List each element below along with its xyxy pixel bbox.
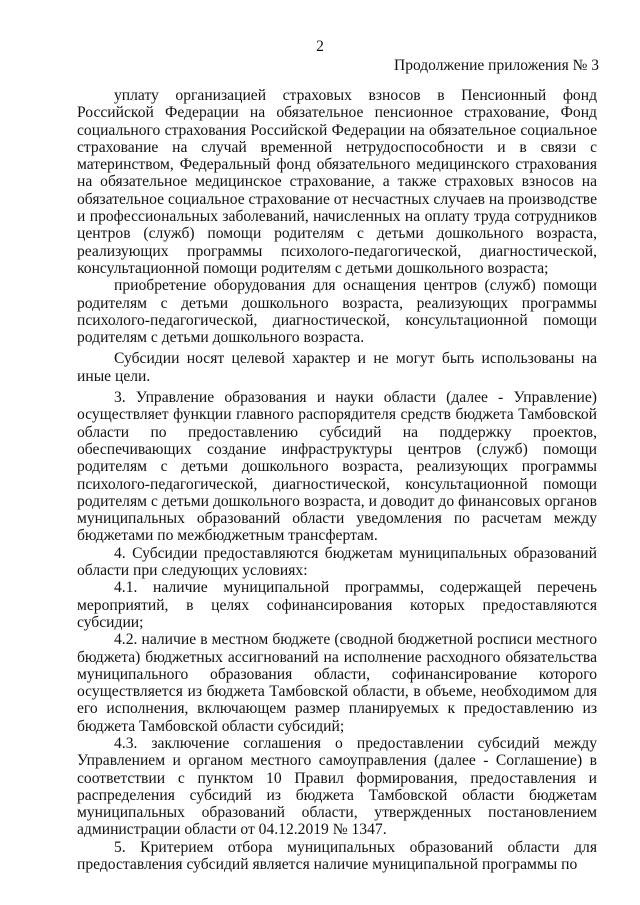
page-number: 2 <box>316 38 324 55</box>
paragraph-item-4-1: 4.1. наличие муниципальной программы, содержащей перечень мероприятий, в целях софинансирования которых предоставляются субсидии; <box>77 579 597 631</box>
document-body <box>77 87 597 873</box>
appendix-continuation-label: Продолжение приложения № 3 <box>394 57 599 74</box>
paragraph-item-4-2: 4.2. наличие в местном бюджете (сводной бюджетной росписи местного бюджета) бюджетных ассигнований на исполнение расходного обязательства муниципального образования области, софинансирование которого осуществляется из бюджета Тамбовской области, в объеме, необходимом для его исполнения, включающем размер планируемых к предоставлению из бюджета Тамбовской области субсидий; <box>77 631 597 735</box>
paragraph-targeted-nature: Субсидии носят целевой характер и не могут быть использованы на иные цели. <box>77 350 597 385</box>
paragraph-insurance-contributions: уплату организацией страховых взносов в Пенсионный фонд Российской Федерации на обязательное пенсионное страхование, Фонд социального страхования Российской Федерации на обязательное социальное страхование на случай временной нетрудоспособности и в связи с материнством, Федеральный фонд обязательного медицинского страхования на обязательное медицинское страхование, а также страховых взносов на обязательное социальное страхование от несчастных случаев на производстве и профессиональных заболеваний, начисленных на оплату труда сотрудников центров (служб) помощи родителям с детьми дошкольного возраста, реализующих программы психолого-педагогической, диагностической, консультационной помощи родителям с детьми дошкольного возраста; <box>77 87 597 277</box>
paragraph-item-5-criterion: 5. Критерием отбора муниципальных образований области для предоставления субсидий является наличие муниципальной программы по <box>77 838 597 874</box>
paragraph-item-3-administration: 3. Управление образования и науки области (далее - Управление) осуществляет функции главного распорядителя средств бюджета Тамбовской области по предоставлению субсидий на поддержку проектов, обеспечивающих создание инфраструктуры центров (служб) помощи родителям с детьми дошкольного возраста, реализующих программы психолого-педагогической, диагностической, консультационной помощи родителям с детьми дошкольного возраста, и доводит до финансовых органов муниципальных образований области уведомления по расчетам между бюджетами по межбюджетным трансфертам. <box>77 389 597 545</box>
paragraph-item-4-3: 4.3. заключение соглашения о предоставлении субсидий между Управлением и органом местного самоуправления (далее - Соглашение) в соответствии с пунктом 10 Правил формирования, предоставления и распределения субсидий из бюджета Тамбовской области бюджетам муниципальных образований области, утвержденных постановлением администрации области от 04.12.2019 № 1347. <box>77 734 597 839</box>
paragraph-item-4-conditions: 4. Субсидии предоставляются бюджетам муниципальных образований области при следующих условиях: <box>77 544 597 580</box>
paragraph-equipment-purchase: приобретение оборудования для оснащения центров (служб) помощи родителям с детьми дошкольного возраста, реализующих программы психолого-педагогической, диагностической, консультационной помощи родителям с детьми дошкольного возраста. <box>77 277 597 347</box>
